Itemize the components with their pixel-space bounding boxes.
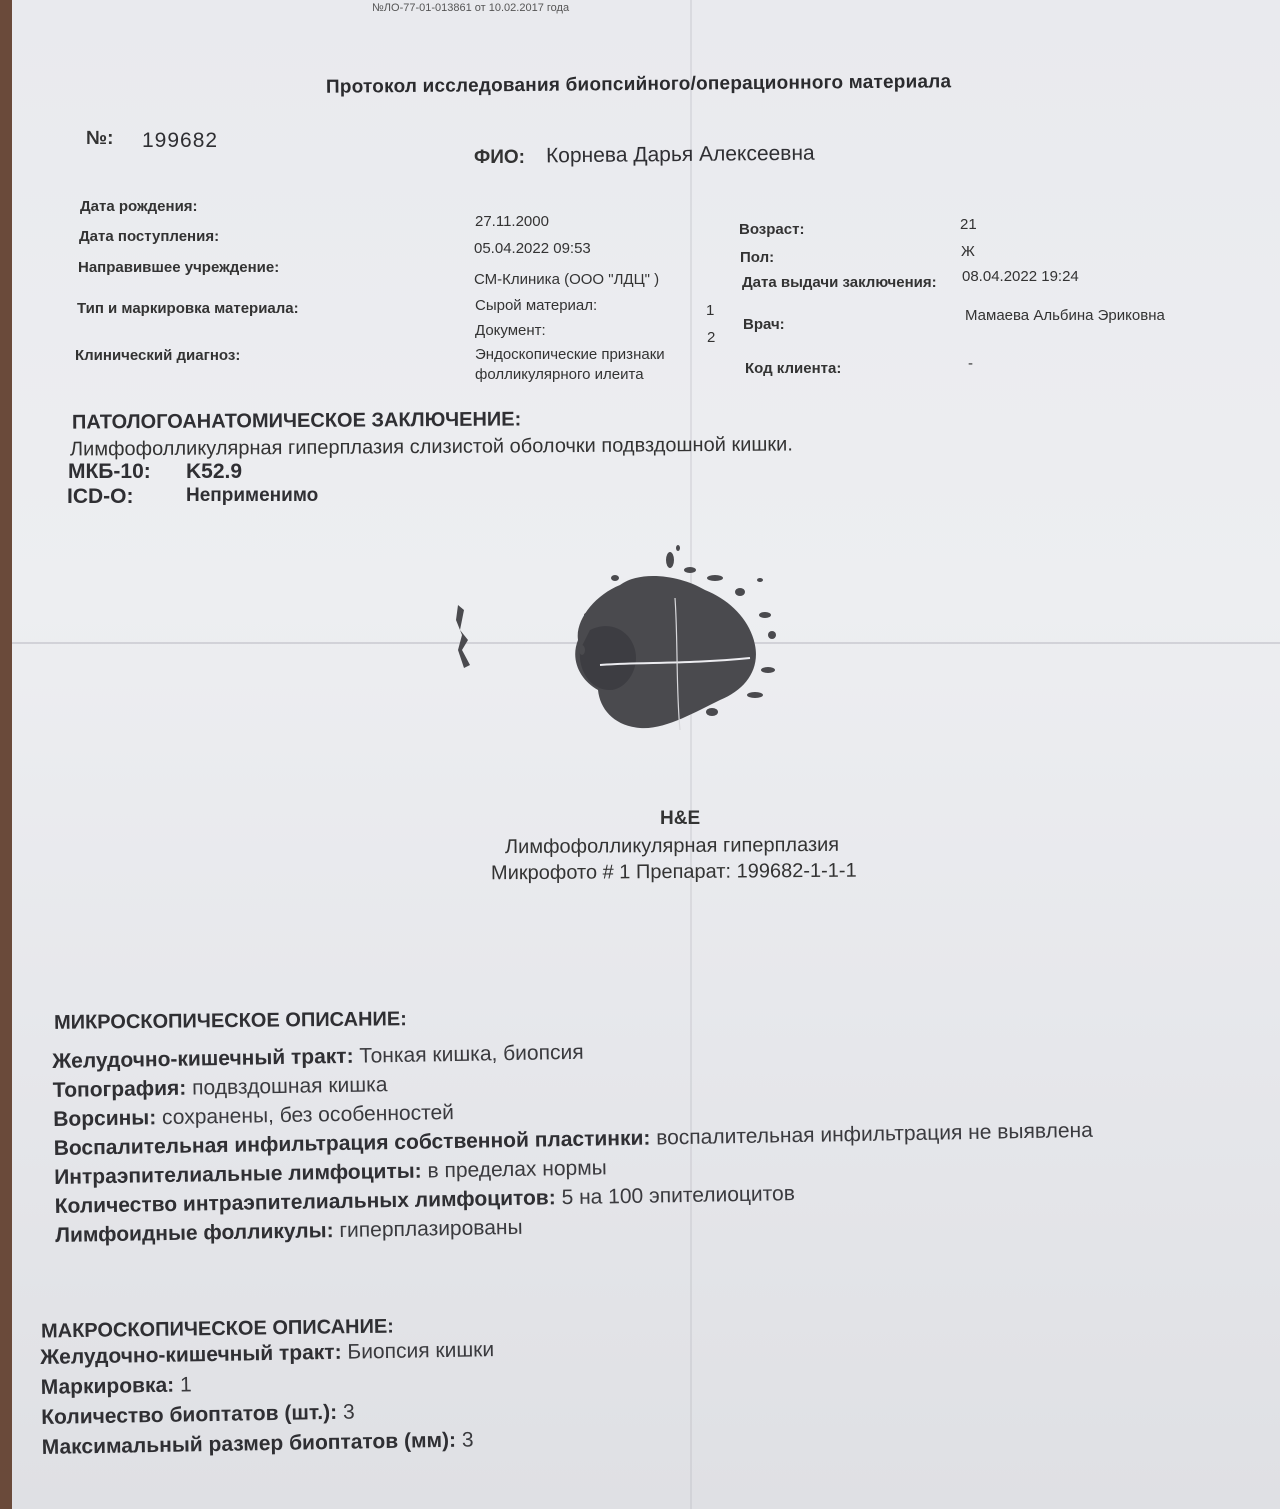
issue-date-label: Дата выдачи заключения: — [742, 274, 937, 291]
row-label: Желудочно-кишечный тракт: — [52, 1044, 354, 1073]
document-title: Протокол исследования биопсийного/операционного материала — [325, 71, 952, 98]
client-code-label: Код клиента: — [745, 360, 842, 377]
row-value: 5 на 100 эпителиоцитов — [561, 1182, 796, 1210]
macroscopic-list — [40, 1338, 496, 1466]
number-value: 199682 — [142, 129, 219, 152]
row-value: в пределах нормы — [427, 1156, 607, 1183]
conclusion-heading: ПАТОЛОГОАНАТОМИЧЕСКОЕ ЗАКЛЮЧЕНИЕ: — [71, 408, 522, 434]
microscopic-heading: МИКРОСКОПИЧЕСКОЕ ОПИСАНИЕ: — [53, 1008, 407, 1034]
referring-institution-value: СМ-Клиника (ООО "ЛДЦ" ) — [474, 271, 660, 288]
material-type-label: Тип и маркировка материала: — [77, 300, 299, 317]
row-label: Интраэпителиальные лимфоциты: — [54, 1159, 422, 1189]
fio-value: Корнева Дарья Алексеевна — [545, 141, 815, 168]
row-label: Топография: — [52, 1076, 187, 1102]
document-count: 2 — [707, 329, 716, 346]
micrograph-caption: Лимфофолликулярная гиперплазия — [504, 833, 840, 859]
number-label: №: — [86, 128, 114, 149]
birth-date-value: 27.11.2000 — [475, 213, 549, 230]
birth-date-label: Дата рождения: — [80, 198, 198, 215]
age-value: 21 — [960, 216, 977, 233]
row-value: сохранены, без особенностей — [161, 1100, 455, 1130]
row-value: подвздошная кишка — [191, 1073, 388, 1100]
fio-label: ФИО: — [474, 147, 525, 168]
sex-label: Пол: — [740, 249, 775, 266]
issue-date-value: 08.04.2022 19:24 — [962, 268, 1079, 285]
icdo-label: ICD-O: — [67, 485, 134, 508]
row-value: гиперплазированы — [339, 1215, 523, 1243]
conclusion-text: Лимфофолликулярная гиперплазия слизистой оболочки подвздошной кишки. — [69, 433, 793, 461]
admission-date-label: Дата поступления: — [79, 228, 220, 245]
raw-material-label: Сырой материал: — [475, 297, 598, 314]
row-label: Желудочно-кишечный тракт: — [40, 1340, 342, 1369]
raw-material-count: 1 — [706, 302, 715, 319]
microscopic-list — [52, 1032, 1095, 1253]
micrograph-photo-label: Микрофото # 1 Препарат: 199682-1-1-1 — [490, 859, 857, 885]
row-value: Биопсия кишки — [347, 1338, 495, 1364]
row-label: Маркировка: — [40, 1373, 175, 1399]
document-label: Документ: — [475, 322, 546, 339]
clinical-diagnosis-label: Клинический диагноз: — [75, 347, 241, 364]
stain-label: H&E — [660, 808, 701, 829]
row-label: Максимальный размер биоптатов (мм): — [41, 1428, 457, 1459]
doctor-value: Мамаева Альбина Эриковна — [965, 307, 1165, 324]
row-label: Ворсины: — [53, 1106, 157, 1131]
row-label: Воспалительная инфильтрация собственной пластинки: — [53, 1126, 651, 1160]
mkb-label: МКБ-10: — [68, 460, 151, 483]
row-label: Лимфоидные фолликулы: — [55, 1219, 334, 1247]
row-label: Количество биоптатов (шт.): — [41, 1400, 338, 1429]
row-value: 3 — [461, 1428, 474, 1452]
macroscopic-heading: МАКРОСКОПИЧЕСКОЕ ОПИСАНИЕ: — [40, 1315, 395, 1343]
row-value: 3 — [342, 1400, 355, 1424]
micrograph-image — [450, 540, 810, 760]
icdo-value: Неприменимо — [186, 485, 319, 506]
doctor-label: Врач: — [743, 316, 785, 333]
clinical-diagnosis-value-2: фолликулярного илеита — [475, 366, 644, 383]
admission-date-value: 05.04.2022 09:53 — [474, 240, 591, 257]
clinical-diagnosis-value: Эндоскопические признаки — [475, 346, 665, 363]
row-value: Тонкая кишка, биопсия — [359, 1040, 584, 1068]
row-value: 1 — [179, 1373, 192, 1397]
license-number: №ЛО-77-01-013861 от 10.02.2017 года — [372, 2, 570, 14]
sex-value: Ж — [961, 243, 975, 260]
client-code-value: - — [968, 355, 973, 372]
referring-institution-label: Направившее учреждение: — [78, 259, 280, 276]
row-value: воспалительная инфильтрация не выявлена — [656, 1118, 1093, 1150]
age-label: Возраст: — [739, 221, 805, 238]
mkb-value: K52.9 — [186, 460, 243, 483]
row-label: Количество интраэпителиальных лимфоцитов: — [54, 1186, 556, 1218]
